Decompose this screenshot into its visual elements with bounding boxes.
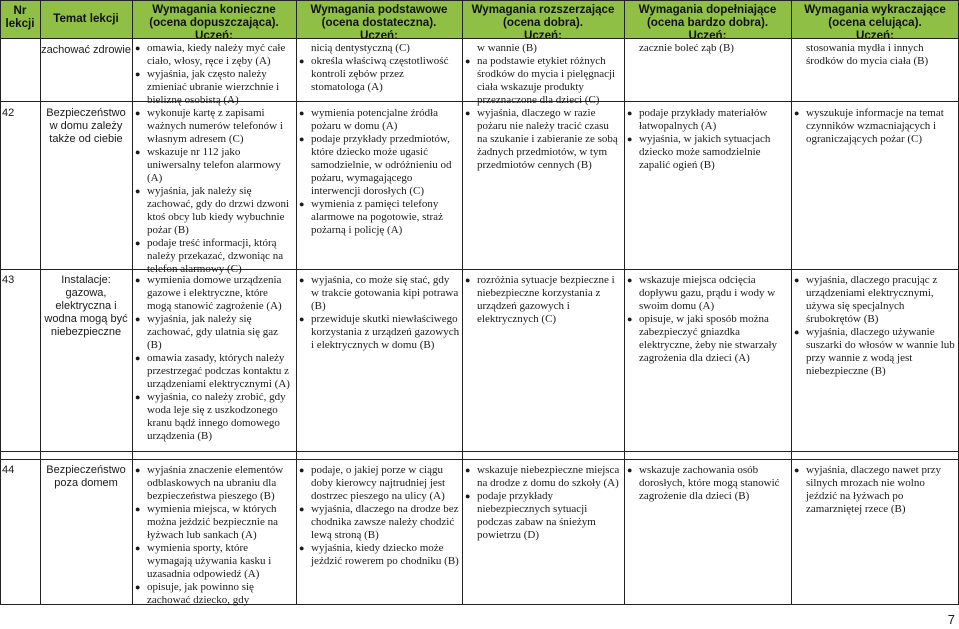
list-item: ● wyszukuje informacje na temat czynników wzmacniających i ograniczających pożar (C) bbox=[793, 107, 957, 146]
row-1-rozszerzajace bbox=[464, 107, 622, 172]
list-item: ● wymienia z pamięci telefony alarmowe na pogotowie, straż pożarną i policję (A) bbox=[298, 198, 460, 237]
lesson-number: 42 bbox=[2, 107, 15, 119]
list-item: ● wyjaśnia, w jakich sytuacjach dziecko może samodzielnie zapalić ogień (B) bbox=[626, 133, 789, 172]
page-number: 7 bbox=[947, 612, 955, 627]
grid-line bbox=[296, 0, 297, 604]
list-item: ● podaje przykłady materiałów łatwopalnych (A) bbox=[626, 107, 789, 133]
header-podstawowe-title: Wymagania podstawowe (ocena dostateczna). bbox=[310, 3, 448, 29]
header-koniecznie bbox=[132, 0, 296, 38]
grid-line bbox=[624, 0, 625, 604]
list-item: ● wykonuje kartę z zapisami ważnych numerów telefonów i własnym adresem (C) bbox=[134, 107, 294, 146]
list-item: ● wyjaśnia, dlaczego na drodze bez chodnika zawsze należy chodzić lewą stroną (B) bbox=[298, 503, 460, 542]
list-item: ● wyjaśnia, dlaczego używanie suszarki do włosów w wannie lub przy wannie z wodą jest niebezpieczne (B) bbox=[793, 326, 957, 378]
row-3-dopelniajace bbox=[626, 464, 789, 503]
header-wykraczajace bbox=[791, 0, 959, 38]
row-2-nr bbox=[2, 274, 38, 286]
list-item: ● omawia, kiedy należy myć całe ciało, włosy, ręce i zęby (A) bbox=[134, 42, 294, 68]
topic-text: zachować zdrowie bbox=[41, 44, 131, 56]
list-item: ● rozróżnia sytuacje bezpieczne i niebezpieczne korzystania z urządzeń gazowych i elektrycznych (C) bbox=[464, 274, 622, 326]
grid-line bbox=[0, 0, 1, 604]
row-2-podstawowe bbox=[298, 274, 460, 352]
list-item: ● wskazuje nr 112 jako uniwersalny telefon alarmowy (A) bbox=[134, 146, 294, 185]
row-2-dopelniajace bbox=[626, 274, 789, 365]
list-item: ● podaje przykłady przedmiotów, które dziecko może ugasić samodzielnie, w odróżnieniu od pożaru, wymagającego interwencji dorosłych (C) bbox=[298, 133, 460, 198]
header-dopelniajace-title: Wymagania dopełniające (ocena bardzo dobra). bbox=[638, 3, 777, 29]
topic-text: Bezpieczeństwo w domu zależy także od ciebie bbox=[46, 107, 126, 145]
grid-line bbox=[791, 0, 792, 604]
list-item: ● wymienia sporty, które wymagają używania kasku i uzasadnia odpowiedź (A) bbox=[134, 542, 294, 581]
list-item: ● wymienia domowe urządzenia gazowe i elektryczne, które mogą stanowić zagrożenie (A) bbox=[134, 274, 294, 313]
list-item: ● wskazuje niebezpieczne miejsca na drodze z domu do szkoły (A) bbox=[464, 464, 622, 490]
row-1-koniecznie bbox=[134, 107, 294, 276]
list-item: nicią dentystyczną (C) bbox=[311, 42, 410, 54]
list-item: ● na podstawie etykiet różnych środków do mycia i pielęgnacji ciała wskazuje produkty przeznaczone dla dzieci (C) bbox=[464, 55, 622, 107]
list-item: ● podaje treść informacji, którą należy przekazać, dzwoniąc na telefon alarmowy (C) bbox=[134, 237, 294, 276]
list-item: ● wyjaśnia, jak często należy zmieniać ubranie wierzchnie i bieliznę osobistą (A) bbox=[134, 68, 294, 107]
list-item: ● opisuje, w jaki sposób można zabezpieczyć gniazdka elektryczne, żeby nie stwarzały zagrożenia dla dzieci (A) bbox=[626, 313, 789, 365]
list-item: stosowania mydła i innych środków do mycia ciała (B) bbox=[806, 42, 929, 67]
row-0-wykraczajace bbox=[793, 42, 957, 68]
row-1-topic bbox=[41, 107, 131, 146]
list-item: ● wyjaśnia, dlaczego w razie pożaru nie należy tracić czasu na szukanie i zabieranie ze sobą żadnych przedmiotów, w tym przedmiotów cennych (B) bbox=[464, 107, 622, 172]
row-2-rozszerzajace bbox=[464, 274, 622, 326]
list-item: ● wyjaśnia znaczenie elementów odblaskowych na ubraniu dla bezpieczeństwa pieszego (B) bbox=[134, 464, 294, 503]
row-3-wykraczajace bbox=[793, 464, 957, 516]
header-wykraczajace-title: Wymagania wykraczające (ocena celująca). bbox=[804, 3, 946, 29]
row-0-rozszerzajace bbox=[464, 42, 622, 107]
row-1-nr bbox=[2, 107, 38, 119]
list-item: ● wyjaśnia, dlaczego pracując z urządzeniami elektrycznymi, używa się specjalnych śrubokrętów (B) bbox=[793, 274, 957, 326]
row-3-nr bbox=[2, 464, 38, 476]
grid-line bbox=[0, 0, 959, 1]
row-2-wykraczajace bbox=[793, 274, 957, 378]
list-item: ● wymienia miejsca, w których można jeździć bezpiecznie na łyżwach lub sankach (A) bbox=[134, 503, 294, 542]
list-item: ● omawia zasady, których należy przestrzegać podczas kontaktu z urządzeniami elektrycznymi (A) bbox=[134, 352, 294, 391]
list-item: ● wyjaśnia, jak należy się zachować, gdy ulatnia się gaz (B) bbox=[134, 313, 294, 352]
row-1-dopelniajace bbox=[626, 107, 789, 172]
row-3-rozszerzajace bbox=[464, 464, 622, 542]
row-2-koniecznie bbox=[134, 274, 294, 443]
header-koniecznie-sub: Uczeń: bbox=[194, 29, 233, 38]
list-item: ● przewiduje skutki niewłaściwego korzystania z urządzeń gazowych i elektrycznych w domu (B) bbox=[298, 313, 460, 352]
list-item: ● wskazuje zachowania osób dorosłych, które mogą stanowić zagrożenie dla dzieci (B) bbox=[626, 464, 789, 503]
list-item: ● wyjaśnia, co należy zrobić, gdy woda leje się z uszkodzonego kranu bądź innego domowego urządzenia (B) bbox=[134, 391, 294, 443]
grid-line bbox=[0, 38, 959, 39]
header-koniecznie-title: Wymagania konieczne (ocena dopuszczająca). bbox=[149, 3, 279, 29]
row-3-podstawowe bbox=[298, 464, 460, 568]
row-0-topic bbox=[41, 44, 131, 57]
row-2-topic bbox=[41, 274, 131, 339]
header-podstawowe bbox=[296, 0, 462, 38]
header-nr-label: Nr lekcji bbox=[5, 4, 35, 30]
grid-line bbox=[0, 451, 959, 452]
row-0-dopelniajace bbox=[626, 42, 789, 55]
header-podstawowe-sub: Uczeń: bbox=[359, 29, 398, 38]
header-rozszerzajace-title: Wymagania rozszerzające (ocena dobra). bbox=[471, 3, 615, 29]
topic-text: Bezpieczeństwo poza domem bbox=[46, 464, 126, 489]
list-item: ● wyjaśnia, dlaczego nawet przy silnych mrozach nie wolno jeździć na łyżwach po zamarzniętej rzece (B) bbox=[793, 464, 957, 516]
header-rozszerzajace bbox=[462, 0, 624, 38]
row-0-koniecznie bbox=[134, 42, 294, 107]
header-rozszerzajace-sub: Uczeń: bbox=[523, 29, 562, 38]
row-1-podstawowe bbox=[298, 107, 460, 237]
row-0-podstawowe bbox=[298, 42, 460, 94]
list-item: w wannie (B) bbox=[477, 42, 537, 54]
list-item: ● określa właściwą częstotliwość kontroli zębów przez stomatologa (A) bbox=[298, 55, 460, 94]
grid-line bbox=[462, 0, 463, 604]
list-item: zacznie boleć ząb (B) bbox=[639, 42, 734, 54]
header-topic-label: Temat lekcji bbox=[53, 12, 119, 25]
header-dopelniajace-sub: Uczeń: bbox=[688, 29, 727, 38]
topic-text: Instalacje: gazowa, elektryczna i wodna mogą być niebezpieczne bbox=[44, 274, 128, 338]
grid-line bbox=[0, 459, 959, 460]
list-item: ● wyjaśnia, kiedy dziecko może jeździć rowerem po chodniku (B) bbox=[298, 542, 460, 568]
header-dopelniajace bbox=[624, 0, 791, 38]
list-item: ● podaje przykłady niebezpiecznych sytuacji podczas zabaw na śnieżym powietrzu (D) bbox=[464, 490, 622, 542]
list-item: ● wymienia potencjalne źródła pożaru w domu (A) bbox=[298, 107, 460, 133]
list-item: ● podaje, o jakiej porze w ciągu doby kierowcy najtrudniej jest dostrzec pieszego na ulicy (A) bbox=[298, 464, 460, 503]
header-nr bbox=[0, 0, 40, 38]
list-item: ● wyjaśnia, jak należy się zachować, gdy do drzwi dzwoni ktoś obcy lub kiedy wybuchnie pożar (B) bbox=[134, 185, 294, 237]
lesson-number: 43 bbox=[2, 274, 15, 286]
list-item: ● opisuje, jak powinno się zachować dziecko, gdy bbox=[134, 581, 294, 607]
row-3-topic bbox=[41, 464, 131, 490]
header-topic bbox=[40, 0, 132, 38]
header-wykraczajace-sub: Uczeń: bbox=[855, 29, 894, 38]
lesson-number: 44 bbox=[2, 464, 15, 476]
list-item: ● wskazuje miejsca odcięcia dopływu gazu, prądu i wody w swoim domu (A) bbox=[626, 274, 789, 313]
row-1-wykraczajace bbox=[793, 107, 957, 146]
list-item: ● wyjaśnia, co może się stać, gdy w trakcie gotowania kipi potrawa (B) bbox=[298, 274, 460, 313]
row-3-koniecznie bbox=[134, 464, 294, 607]
grid-line bbox=[132, 0, 133, 604]
